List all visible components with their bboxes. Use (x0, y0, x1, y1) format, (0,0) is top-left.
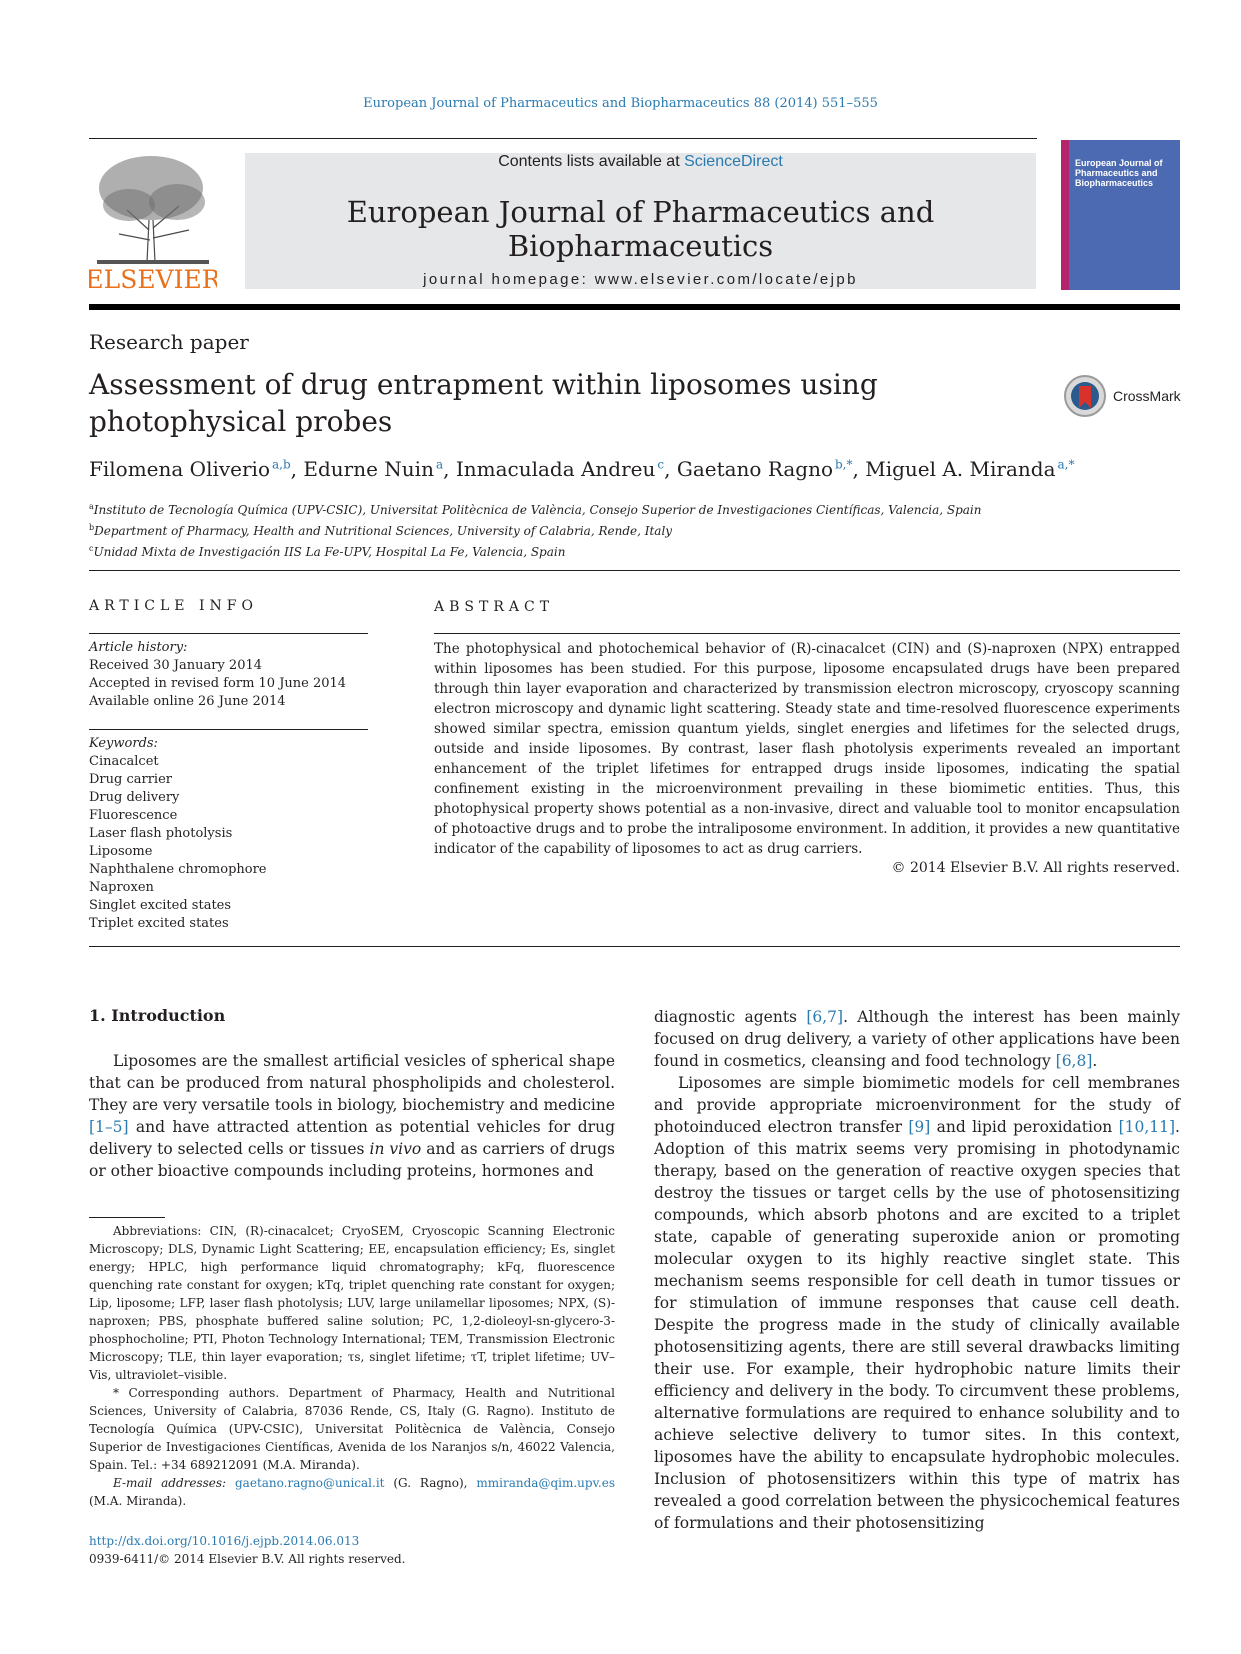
footnotes (89, 1222, 615, 1510)
affiliation: $^b$Department of Pharmacy, Health and Nutritional Sciences, University of Calabria, Rende, Italy (89, 523, 673, 538)
doi-link[interactable]: http://dx.doi.org/10.1016/j.ejpb.2014.06.013 (89, 1534, 360, 1548)
article-history (89, 639, 346, 711)
keyword: Drug carrier (89, 772, 172, 787)
history-item: Available online 26 June 2014 (89, 694, 286, 709)
author-name: Miguel A. Miranda (865, 457, 1056, 481)
elsevier-wordmark: ELSEVIER (89, 265, 217, 292)
body-paragraph: Liposomes are simple biomimetic models for cell membranes and provide appropriate microenvironment for the study of photoinduced electron transfer [9] and lipid peroxidation [10,11]. Adoption of this matrix seems very promising in photodynamic therapy, based on the generation of reactive oxygen species that destroy the tissues or target cells by the use of photosensitizing compounds, which absorb photons and are excited to a triplet state, capable of generating superoxide anion or promoting molecular oxygen to its highly reactive singlet state. This mechanism seems responsible for cell death in tumor tissues or for stimulation of immune responses that cause cell death. Despite the progress made in the study of clinically available photosensitizing agents, there are still several drawbacks limiting their use. For example, their hydrophobic nature limits their efficiency and delivery in the body. To circumvent these problems, alternative formulations are required to enhance solubility and to achieve selective delivery to tumor sites. In this context, liposomes have the ability to encapsulate hydrophobic molecules. Inclusion of photosensitizers within this type of matrix has revealed a good correlation between the physicochemical features of formulations and their photosensitizing (654, 1074, 1180, 1532)
affiliations (89, 498, 981, 561)
cover-stripe (1061, 140, 1069, 290)
crossmark-icon (1063, 374, 1107, 418)
keyword: Liposome (89, 844, 153, 859)
doi-block (89, 1532, 405, 1568)
keyword: Naphthalene chromophore (89, 862, 267, 877)
keywords (89, 735, 267, 933)
author-name: Gaetano Ragno (676, 457, 833, 481)
journal-title: European Journal of Pharmaceutics and Biopharmaceutics (346, 195, 935, 263)
affiliation: $^a$Instituto de Tecnología Química (UPV-CSIC), Universitat Politècnica de València, Consejo Superior de Investigaciones Científicas, Valencia, Spain (89, 502, 982, 517)
history-label: Article history: (89, 640, 188, 655)
keyword: Cinacalcet (89, 754, 159, 769)
divider (434, 633, 1180, 634)
author-name: Edurne Nuin (303, 457, 434, 481)
citation-link[interactable]: [6,7] (806, 1008, 844, 1026)
article-type: Research paper (89, 330, 249, 354)
abbreviations-footnote: Abbreviations: CIN, (R)-cinacalcet; CryoSEM, Cryoscopic Scanning Electronic Microscopy; DLS, Dynamic Light Scattering; EE, encapsulation efficiency; Es, singlet energy; HPLC, high performance liquid chromatography; kFq, fluorescence quenching rate constant for oxygen; kTq, triplet quenching rate constant for oxygen; Lip, liposome; LFP, laser flash photolysis; LUV, large unilamellar liposomes; NPX, (S)-naproxen; PBS, phosphate buffered saline solution; PC, 1,2-dioleoyl-sn-glycero-3-phosphocholine; PTI, Photon Technology International; TEM, Transmission Electronic Microscopy; TLE, thin layer evaporation; τs, singlet lifetime; τT, triplet lifetime; UV–Vis, ultraviolet–visible. (89, 1224, 615, 1382)
elsevier-tree-icon (89, 150, 217, 292)
affiliation: $^c$Unidad Mixta de Investigación IIS La Fe-UPV, Hospital La Fe, Valencia, Spain (89, 544, 566, 559)
divider (89, 946, 1180, 947)
body-paragraph: Liposomes are the smallest artificial vesicles of spherical shape that can be produced from natural phospholipids and cholesterol. They are very versatile tools in biology, biochemistry and medicine [1–5] and have attracted attention as potential vehicles for drug delivery to selected cells or tissues in vivo and as carriers of drugs or other bioactive compounds including proteins, hormones and (89, 1052, 615, 1180)
cover-title: European Journal of Pharmaceutics and Biopharmaceutics (1075, 158, 1163, 188)
author-affil-ref[interactable]: a,* (1057, 457, 1075, 472)
email-footnote: E-mail addresses: gaetano.ragno@unical.it (G. Ragno), mmiranda@qim.upv.es (M.A. Miranda). (89, 1476, 615, 1508)
elsevier-logo (89, 150, 217, 292)
contents-prefix: Contents lists available at (498, 153, 685, 170)
divider (89, 729, 368, 730)
keyword: Laser flash photolysis (89, 826, 233, 841)
citation-link[interactable]: [10,11] (1118, 1118, 1176, 1136)
citation-link[interactable]: [1–5] (89, 1118, 129, 1136)
abstract-text: The photophysical and photochemical behavior of (R)-cinacalcet (CIN) and (S)-naproxen (NPX) entrapped within liposomes has been studied. For this purpose, liposome encapsulated drugs have been prepared through thin layer evaporation and characterized by transmission electron microscopy, cryoscopy scanning electron microscopy and dynamic light scattering. Steady state and time-resolved fluorescence experiments showed similar spectra, emission quantum yields, singlet energies and lifetimes for the selected drugs, outside and inside liposomes. By contrast, laser flash photolysis experiments revealed an important enhancement of the triplet lifetimes for entrapped drugs inside liposomes, indicating the spatial confinement existing in the microenvironment prevailing in these biomimetic entities. Thus, this photophysical property shows potential as a non-invasive, direct and valuable tool to monitor encapsulation of photoactive drugs and to probe the intraliposome environment. In addition, it provides a new quantitative indicator of the capability of liposomes to act as drug carriers. (434, 641, 1180, 857)
article-info-heading: ARTICLE INFO (89, 598, 258, 614)
crossmark-button[interactable] (1063, 374, 1181, 418)
issn-line: 0939-6411/© 2014 Elsevier B.V. All rights reserved. (89, 1552, 406, 1566)
keyword: Drug delivery (89, 790, 180, 805)
contents-line (245, 153, 1036, 171)
author-name: Inmaculada Andreu (455, 457, 656, 481)
author-affil-ref[interactable]: b,* (835, 457, 853, 472)
keywords-label: Keywords: (89, 736, 158, 751)
masthead-rule (89, 304, 1180, 310)
abstract-heading: ABSTRACT (434, 599, 555, 615)
crossmark-label: CrossMark (1113, 388, 1181, 404)
author-list: Filomena Oliverio $^{a,b}$, Edurne Nuin $^a$, Inmaculada Andreu $^c$, Gaetano Ragno $^{b,*}$, Miguel A. Miranda $^{a,*}$ (89, 457, 1075, 481)
author-affil-ref[interactable]: c (657, 457, 665, 472)
sciencedirect-link[interactable]: ScienceDirect (684, 153, 783, 170)
author-affil-ref[interactable]: a (435, 457, 444, 472)
email-link[interactable]: gaetano.ragno@unical.it (235, 1476, 385, 1490)
masthead (245, 153, 1036, 289)
corresponding-footnote: * Corresponding authors. Department of Pharmacy, Health and Nutritional Sciences, University of Calabria, 87036 Rende, CS, Italy (G. Ragno). Instituto de Tecnología Química (UPV-CSIC), Universitat Politècnica de València, Consejo Superior de Investigaciones Científicas, Avenida de los Naranjos s/n, 46022 Valencia, Spain. Tel.: +34 689212091 (M.A. Miranda). (89, 1386, 615, 1472)
abstract-copyright: © 2014 Elsevier B.V. All rights reserved. (891, 860, 1180, 876)
history-item: Accepted in revised form 10 June 2014 (89, 676, 347, 691)
header-rule (89, 138, 1037, 139)
article-title: Assessment of drug entrapment within liposomes using photophysical probes (89, 368, 878, 438)
keyword: Naproxen (89, 880, 154, 895)
history-item: Received 30 January 2014 (89, 658, 263, 673)
journal-cover[interactable] (1061, 140, 1180, 290)
keyword: Triplet excited states (89, 916, 229, 931)
section-heading: 1. Introduction (89, 1006, 226, 1025)
citation-link[interactable]: [9] (908, 1118, 931, 1136)
citation-link[interactable]: [6,8] (1055, 1052, 1093, 1070)
author-name: Filomena Oliverio (89, 457, 270, 481)
journal-citation[interactable]: European Journal of Pharmaceutics and Biopharmaceutics 88 (2014) 551–555 (363, 96, 878, 111)
keyword: Fluorescence (89, 808, 178, 823)
body-paragraph: diagnostic agents [6,7]. Although the interest has been mainly focused on drug delivery, a variety of other applications have been found in cosmetics, cleansing and food technology [6,8]. (654, 1008, 1180, 1070)
journal-homepage[interactable]: journal homepage: www.elsevier.com/locate/ejpb (423, 271, 858, 288)
email-link[interactable]: mmiranda@qim.upv.es (476, 1476, 615, 1490)
footnote-rule (89, 1217, 165, 1218)
divider (89, 570, 1180, 571)
divider (89, 633, 368, 634)
author-affil-ref[interactable]: a,b (272, 457, 291, 472)
body-column-right (654, 1006, 1180, 1534)
keyword: Singlet excited states (89, 898, 232, 913)
